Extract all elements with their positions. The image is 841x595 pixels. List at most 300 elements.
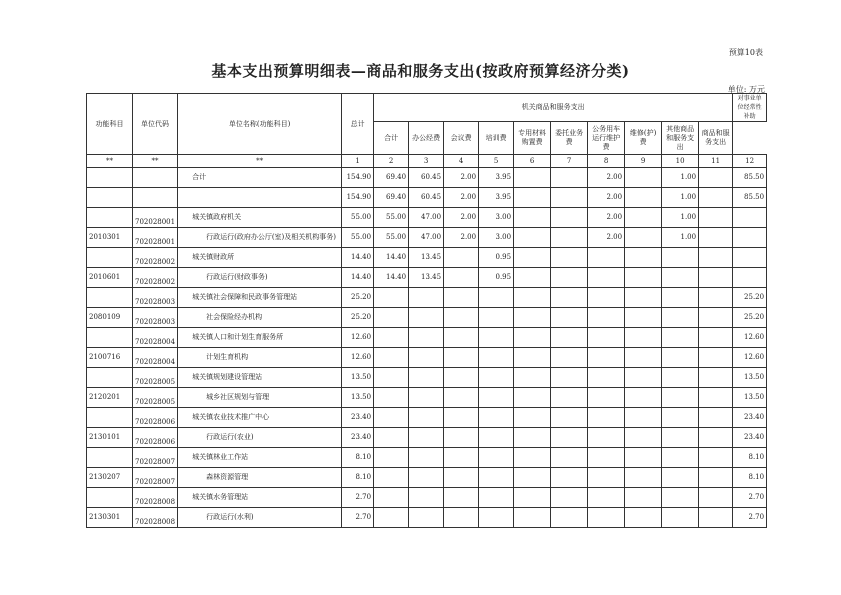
value-cell [409, 328, 444, 348]
value-cell [625, 228, 662, 248]
table-row [87, 188, 767, 208]
value-cell [409, 368, 444, 388]
value-cell [662, 388, 699, 408]
value-cell [514, 208, 551, 228]
budget-table [86, 93, 767, 528]
value-cell [625, 408, 662, 428]
value-cell [551, 368, 588, 388]
value-cell [551, 488, 588, 508]
func-code-cell: 2130207 [87, 468, 133, 488]
value-cell: 14.40 [374, 248, 409, 268]
value-cell [444, 328, 479, 348]
value-cell: 12.60 [733, 328, 767, 348]
value-cell [514, 328, 551, 348]
value-cell: 55.00 [374, 208, 409, 228]
value-cell: 25.20 [342, 288, 374, 308]
value-cell [444, 408, 479, 428]
table-row [87, 448, 767, 468]
value-cell [514, 408, 551, 428]
unit-name-cell: 城关镇政府机关 [178, 208, 342, 228]
unit-code-cell: 702028005 [133, 388, 178, 408]
value-cell [625, 208, 662, 228]
value-cell [514, 168, 551, 188]
value-cell [699, 248, 733, 268]
value-cell [514, 268, 551, 288]
value-cell [479, 448, 514, 468]
value-cell: 2.70 [733, 488, 767, 508]
func-code-cell [87, 288, 133, 308]
func-code-cell: 2100716 [87, 348, 133, 368]
value-cell [551, 308, 588, 328]
value-cell [551, 288, 588, 308]
value-cell: 8.10 [342, 468, 374, 488]
table-row [87, 408, 767, 428]
value-cell [699, 428, 733, 448]
unit-code-cell: 702028003 [133, 308, 178, 328]
value-cell [514, 308, 551, 328]
subcolumn-header: 维修(护)费 [625, 122, 662, 155]
value-cell [479, 508, 514, 528]
value-cell: 2.00 [588, 168, 625, 188]
value-cell [699, 208, 733, 228]
value-cell [551, 348, 588, 368]
subcolumn-header: 专用材料购置费 [514, 122, 551, 155]
value-cell [514, 228, 551, 248]
value-cell: 154.90 [342, 188, 374, 208]
column-number: 8 [588, 155, 625, 168]
column-number: 6 [514, 155, 551, 168]
marker-cell: ** [87, 155, 133, 168]
value-cell [625, 428, 662, 448]
value-cell: 85.50 [733, 188, 767, 208]
value-cell [479, 388, 514, 408]
value-cell [514, 348, 551, 368]
value-cell: 55.00 [342, 228, 374, 248]
value-cell: 13.50 [733, 368, 767, 388]
unit-name-cell: 城关镇财政所 [178, 248, 342, 268]
value-cell [625, 168, 662, 188]
value-cell: 13.50 [342, 368, 374, 388]
value-cell [514, 468, 551, 488]
col-code-header: 单位代码 [133, 94, 178, 155]
value-cell: 13.50 [342, 388, 374, 408]
value-cell [551, 448, 588, 468]
value-cell [588, 248, 625, 268]
value-cell [699, 188, 733, 208]
value-cell: 2.00 [444, 208, 479, 228]
unit-code-cell: 702028002 [133, 248, 178, 268]
value-cell [479, 368, 514, 388]
value-cell [514, 388, 551, 408]
value-cell: 2.00 [588, 208, 625, 228]
unit-code-cell: 702028001 [133, 228, 178, 248]
value-cell: 2.00 [444, 168, 479, 188]
unit-code-cell: 702028004 [133, 348, 178, 368]
value-cell: 25.20 [733, 308, 767, 328]
value-cell: 25.20 [733, 288, 767, 308]
value-cell [662, 508, 699, 528]
unit-code-cell: 702028001 [133, 208, 178, 228]
value-cell [374, 388, 409, 408]
value-cell [625, 268, 662, 288]
value-cell [625, 448, 662, 468]
value-cell: 3.95 [479, 188, 514, 208]
value-cell [699, 488, 733, 508]
value-cell [444, 468, 479, 488]
func-code-cell [87, 448, 133, 468]
value-cell [409, 448, 444, 468]
value-cell [662, 268, 699, 288]
unit-code-cell [133, 168, 178, 188]
value-cell: 2.00 [588, 188, 625, 208]
unit-code-cell [133, 188, 178, 208]
value-cell [444, 488, 479, 508]
value-cell: 13.45 [409, 268, 444, 288]
value-cell [588, 368, 625, 388]
value-cell [551, 248, 588, 268]
subcolumn-header: 商品和服务支出 [699, 122, 733, 155]
value-cell [588, 428, 625, 448]
value-cell: 14.40 [342, 248, 374, 268]
unit-name-cell: 行政运行(财政事务) [178, 268, 342, 288]
value-cell: 0.95 [479, 268, 514, 288]
value-cell: 0.95 [479, 248, 514, 268]
table-row [87, 228, 767, 248]
value-cell [733, 268, 767, 288]
value-cell [444, 248, 479, 268]
value-cell [374, 408, 409, 428]
func-code-cell: 2010601 [87, 268, 133, 288]
value-cell [514, 428, 551, 448]
value-cell [374, 308, 409, 328]
table-row [87, 328, 767, 348]
value-cell [662, 468, 699, 488]
value-cell [699, 288, 733, 308]
column-number: 4 [444, 155, 479, 168]
table-row [87, 288, 767, 308]
value-cell [374, 368, 409, 388]
value-cell: 154.90 [342, 168, 374, 188]
value-cell [444, 508, 479, 528]
page-title: 基本支出预算明细表—商品和服务支出(按政府预算经济分类) [211, 62, 630, 80]
value-cell [479, 408, 514, 428]
value-cell [444, 308, 479, 328]
subcolumn-header: 公务用车运行维护费 [588, 122, 625, 155]
value-cell [551, 468, 588, 488]
value-cell [625, 368, 662, 388]
value-cell [625, 248, 662, 268]
table-row [87, 168, 767, 188]
func-code-cell [87, 188, 133, 208]
value-cell [699, 268, 733, 288]
subcolumn-header: 合计 [374, 122, 409, 155]
value-cell: 1.00 [662, 188, 699, 208]
value-cell [588, 308, 625, 328]
value-cell: 14.40 [374, 268, 409, 288]
value-cell [479, 328, 514, 348]
unit-code-cell: 702028007 [133, 448, 178, 468]
value-cell: 13.45 [409, 248, 444, 268]
value-cell [662, 348, 699, 368]
unit-name-cell: 城乡社区规划与管理 [178, 388, 342, 408]
value-cell [699, 408, 733, 428]
unit-code-cell: 702028007 [133, 468, 178, 488]
unit-code-cell: 702028006 [133, 408, 178, 428]
unit-code-cell: 702028006 [133, 428, 178, 448]
header-row [87, 155, 767, 168]
value-cell: 2.70 [733, 508, 767, 528]
value-cell: 8.10 [733, 468, 767, 488]
value-cell [625, 508, 662, 528]
table-row [87, 348, 767, 368]
value-cell [409, 348, 444, 368]
value-cell: 3.95 [479, 168, 514, 188]
value-cell [551, 388, 588, 408]
func-code-cell: 2080109 [87, 308, 133, 328]
column-number: 12 [733, 155, 767, 168]
value-cell [699, 348, 733, 368]
value-cell: 8.10 [733, 448, 767, 468]
value-cell [374, 348, 409, 368]
func-code-cell: 2010301 [87, 228, 133, 248]
value-cell [409, 468, 444, 488]
table-row [87, 428, 767, 448]
value-cell: 47.00 [409, 208, 444, 228]
value-cell: 3.00 [479, 228, 514, 248]
value-cell [409, 388, 444, 408]
value-cell [409, 408, 444, 428]
value-cell [514, 368, 551, 388]
value-cell [409, 488, 444, 508]
value-cell [551, 268, 588, 288]
value-cell [514, 448, 551, 468]
table-number-tag: 预算10表 [728, 48, 763, 57]
value-cell: 23.40 [733, 408, 767, 428]
unit-name-cell: 行政运行(水利) [178, 508, 342, 528]
value-cell [699, 508, 733, 528]
unit-code-cell: 702028004 [133, 328, 178, 348]
unit-name-cell: 城关镇规划建设管理站 [178, 368, 342, 388]
subcolumn-header: 其他商品和服务支出 [662, 122, 699, 155]
value-cell: 23.40 [342, 428, 374, 448]
value-cell [374, 488, 409, 508]
unit-code-cell: 702028003 [133, 288, 178, 308]
value-cell [699, 328, 733, 348]
value-cell [588, 508, 625, 528]
value-cell: 69.40 [374, 168, 409, 188]
col-name-header: 单位名称(功能科目) [178, 94, 342, 155]
func-code-cell [87, 248, 133, 268]
value-cell [374, 288, 409, 308]
value-cell [551, 188, 588, 208]
value-cell [699, 228, 733, 248]
value-cell [479, 348, 514, 368]
table-row [87, 308, 767, 328]
table-row [87, 508, 767, 528]
unit-name-cell: 森林资源管理 [178, 468, 342, 488]
value-cell: 1.00 [662, 208, 699, 228]
value-cell: 12.60 [342, 328, 374, 348]
value-cell [479, 468, 514, 488]
value-cell: 55.00 [374, 228, 409, 248]
unit-name-cell: 城关镇林业工作站 [178, 448, 342, 468]
value-cell [662, 408, 699, 428]
value-cell [409, 428, 444, 448]
func-code-cell [87, 328, 133, 348]
func-code-cell: 2130101 [87, 428, 133, 448]
value-cell: 8.10 [342, 448, 374, 468]
value-cell [479, 288, 514, 308]
value-cell: 3.00 [479, 208, 514, 228]
value-cell [551, 328, 588, 348]
value-cell [662, 448, 699, 468]
table-row [87, 488, 767, 508]
value-cell [514, 288, 551, 308]
unit-name-cell: 计划生育机构 [178, 348, 342, 368]
value-cell: 13.50 [733, 388, 767, 408]
value-cell: 60.45 [409, 188, 444, 208]
value-cell [588, 388, 625, 408]
column-number: 7 [551, 155, 588, 168]
value-cell [625, 468, 662, 488]
value-cell: 2.00 [444, 228, 479, 248]
value-cell [662, 288, 699, 308]
value-cell [514, 488, 551, 508]
column-number: 2 [374, 155, 409, 168]
value-cell: 2.00 [588, 228, 625, 248]
value-cell: 85.50 [733, 168, 767, 188]
value-cell [374, 468, 409, 488]
unit-name-cell: 行政运行(农业) [178, 428, 342, 448]
value-cell: 2.70 [342, 508, 374, 528]
value-cell [514, 508, 551, 528]
value-cell [625, 308, 662, 328]
table-row [87, 388, 767, 408]
column-number: 1 [342, 155, 374, 168]
value-cell [699, 448, 733, 468]
func-code-cell [87, 488, 133, 508]
table-row [87, 208, 767, 228]
column-number: 5 [479, 155, 514, 168]
unit-name-cell [178, 188, 342, 208]
column-number: 11 [699, 155, 733, 168]
column-number: 3 [409, 155, 444, 168]
unit-code-cell: 702028005 [133, 368, 178, 388]
unit-name-cell: 城关镇水务管理站 [178, 488, 342, 508]
col-func-header: 功能科目 [87, 94, 133, 155]
value-cell [374, 508, 409, 528]
unit-name-cell: 城关镇社会保障和民政事务管理站 [178, 288, 342, 308]
col-total-header: 总计 [342, 94, 374, 155]
value-cell: 23.40 [342, 408, 374, 428]
value-cell [444, 368, 479, 388]
value-cell [479, 428, 514, 448]
value-cell [625, 188, 662, 208]
header-row [87, 94, 767, 122]
value-cell: 23.40 [733, 428, 767, 448]
value-cell [374, 328, 409, 348]
value-cell [551, 168, 588, 188]
value-cell [479, 488, 514, 508]
value-cell [662, 428, 699, 448]
value-cell [374, 428, 409, 448]
value-cell [733, 208, 767, 228]
subcolumn-header: 培训费 [479, 122, 514, 155]
unit-name-cell: 社会保险经办机构 [178, 308, 342, 328]
subcolumn-header: 办公经费 [409, 122, 444, 155]
value-cell [662, 308, 699, 328]
group-header-government: 机关商品和服务支出 [374, 94, 733, 122]
value-cell [625, 328, 662, 348]
value-cell [625, 488, 662, 508]
value-cell [551, 208, 588, 228]
marker-cell: ** [133, 155, 178, 168]
value-cell [733, 228, 767, 248]
value-cell [444, 448, 479, 468]
value-cell: 12.60 [342, 348, 374, 368]
value-cell [588, 468, 625, 488]
func-code-cell [87, 168, 133, 188]
value-cell [551, 508, 588, 528]
table-row [87, 468, 767, 488]
value-cell [699, 308, 733, 328]
value-cell [409, 288, 444, 308]
value-cell [444, 268, 479, 288]
value-cell [588, 448, 625, 468]
subcolumn-header: 会议费 [444, 122, 479, 155]
value-cell [374, 448, 409, 468]
func-code-cell: 2120201 [87, 388, 133, 408]
func-code-cell [87, 208, 133, 228]
column-number: 10 [662, 155, 699, 168]
value-cell [588, 488, 625, 508]
value-cell: 1.00 [662, 168, 699, 188]
value-cell [551, 228, 588, 248]
subcolumn-header: 委托业务费 [551, 122, 588, 155]
group-header-subsidy: 对事业单位经常性补助 [733, 94, 767, 122]
value-cell: 55.00 [342, 208, 374, 228]
unit-name-cell: 合计 [178, 168, 342, 188]
value-cell: 14.40 [342, 268, 374, 288]
value-cell [662, 328, 699, 348]
value-cell [699, 388, 733, 408]
value-cell [625, 348, 662, 368]
value-cell [625, 288, 662, 308]
value-cell: 1.00 [662, 228, 699, 248]
func-code-cell [87, 368, 133, 388]
column-number: 9 [625, 155, 662, 168]
value-cell: 2.00 [444, 188, 479, 208]
unit-code-cell: 702028002 [133, 268, 178, 288]
value-cell [588, 288, 625, 308]
value-cell [733, 248, 767, 268]
value-cell: 25.20 [342, 308, 374, 328]
unit-name-cell: 行政运行(政府办公厅(室)及相关机构事务) [178, 228, 342, 248]
value-cell [699, 168, 733, 188]
value-cell [662, 248, 699, 268]
table-row [87, 368, 767, 388]
value-cell [551, 408, 588, 428]
func-code-cell [87, 408, 133, 428]
value-cell [588, 408, 625, 428]
value-cell [444, 388, 479, 408]
value-cell [588, 268, 625, 288]
value-cell [514, 248, 551, 268]
unit-name-cell: 城关镇农业技术推广中心 [178, 408, 342, 428]
unit-name-cell: 城关镇人口和计划生育服务所 [178, 328, 342, 348]
value-cell [444, 428, 479, 448]
value-cell [662, 488, 699, 508]
